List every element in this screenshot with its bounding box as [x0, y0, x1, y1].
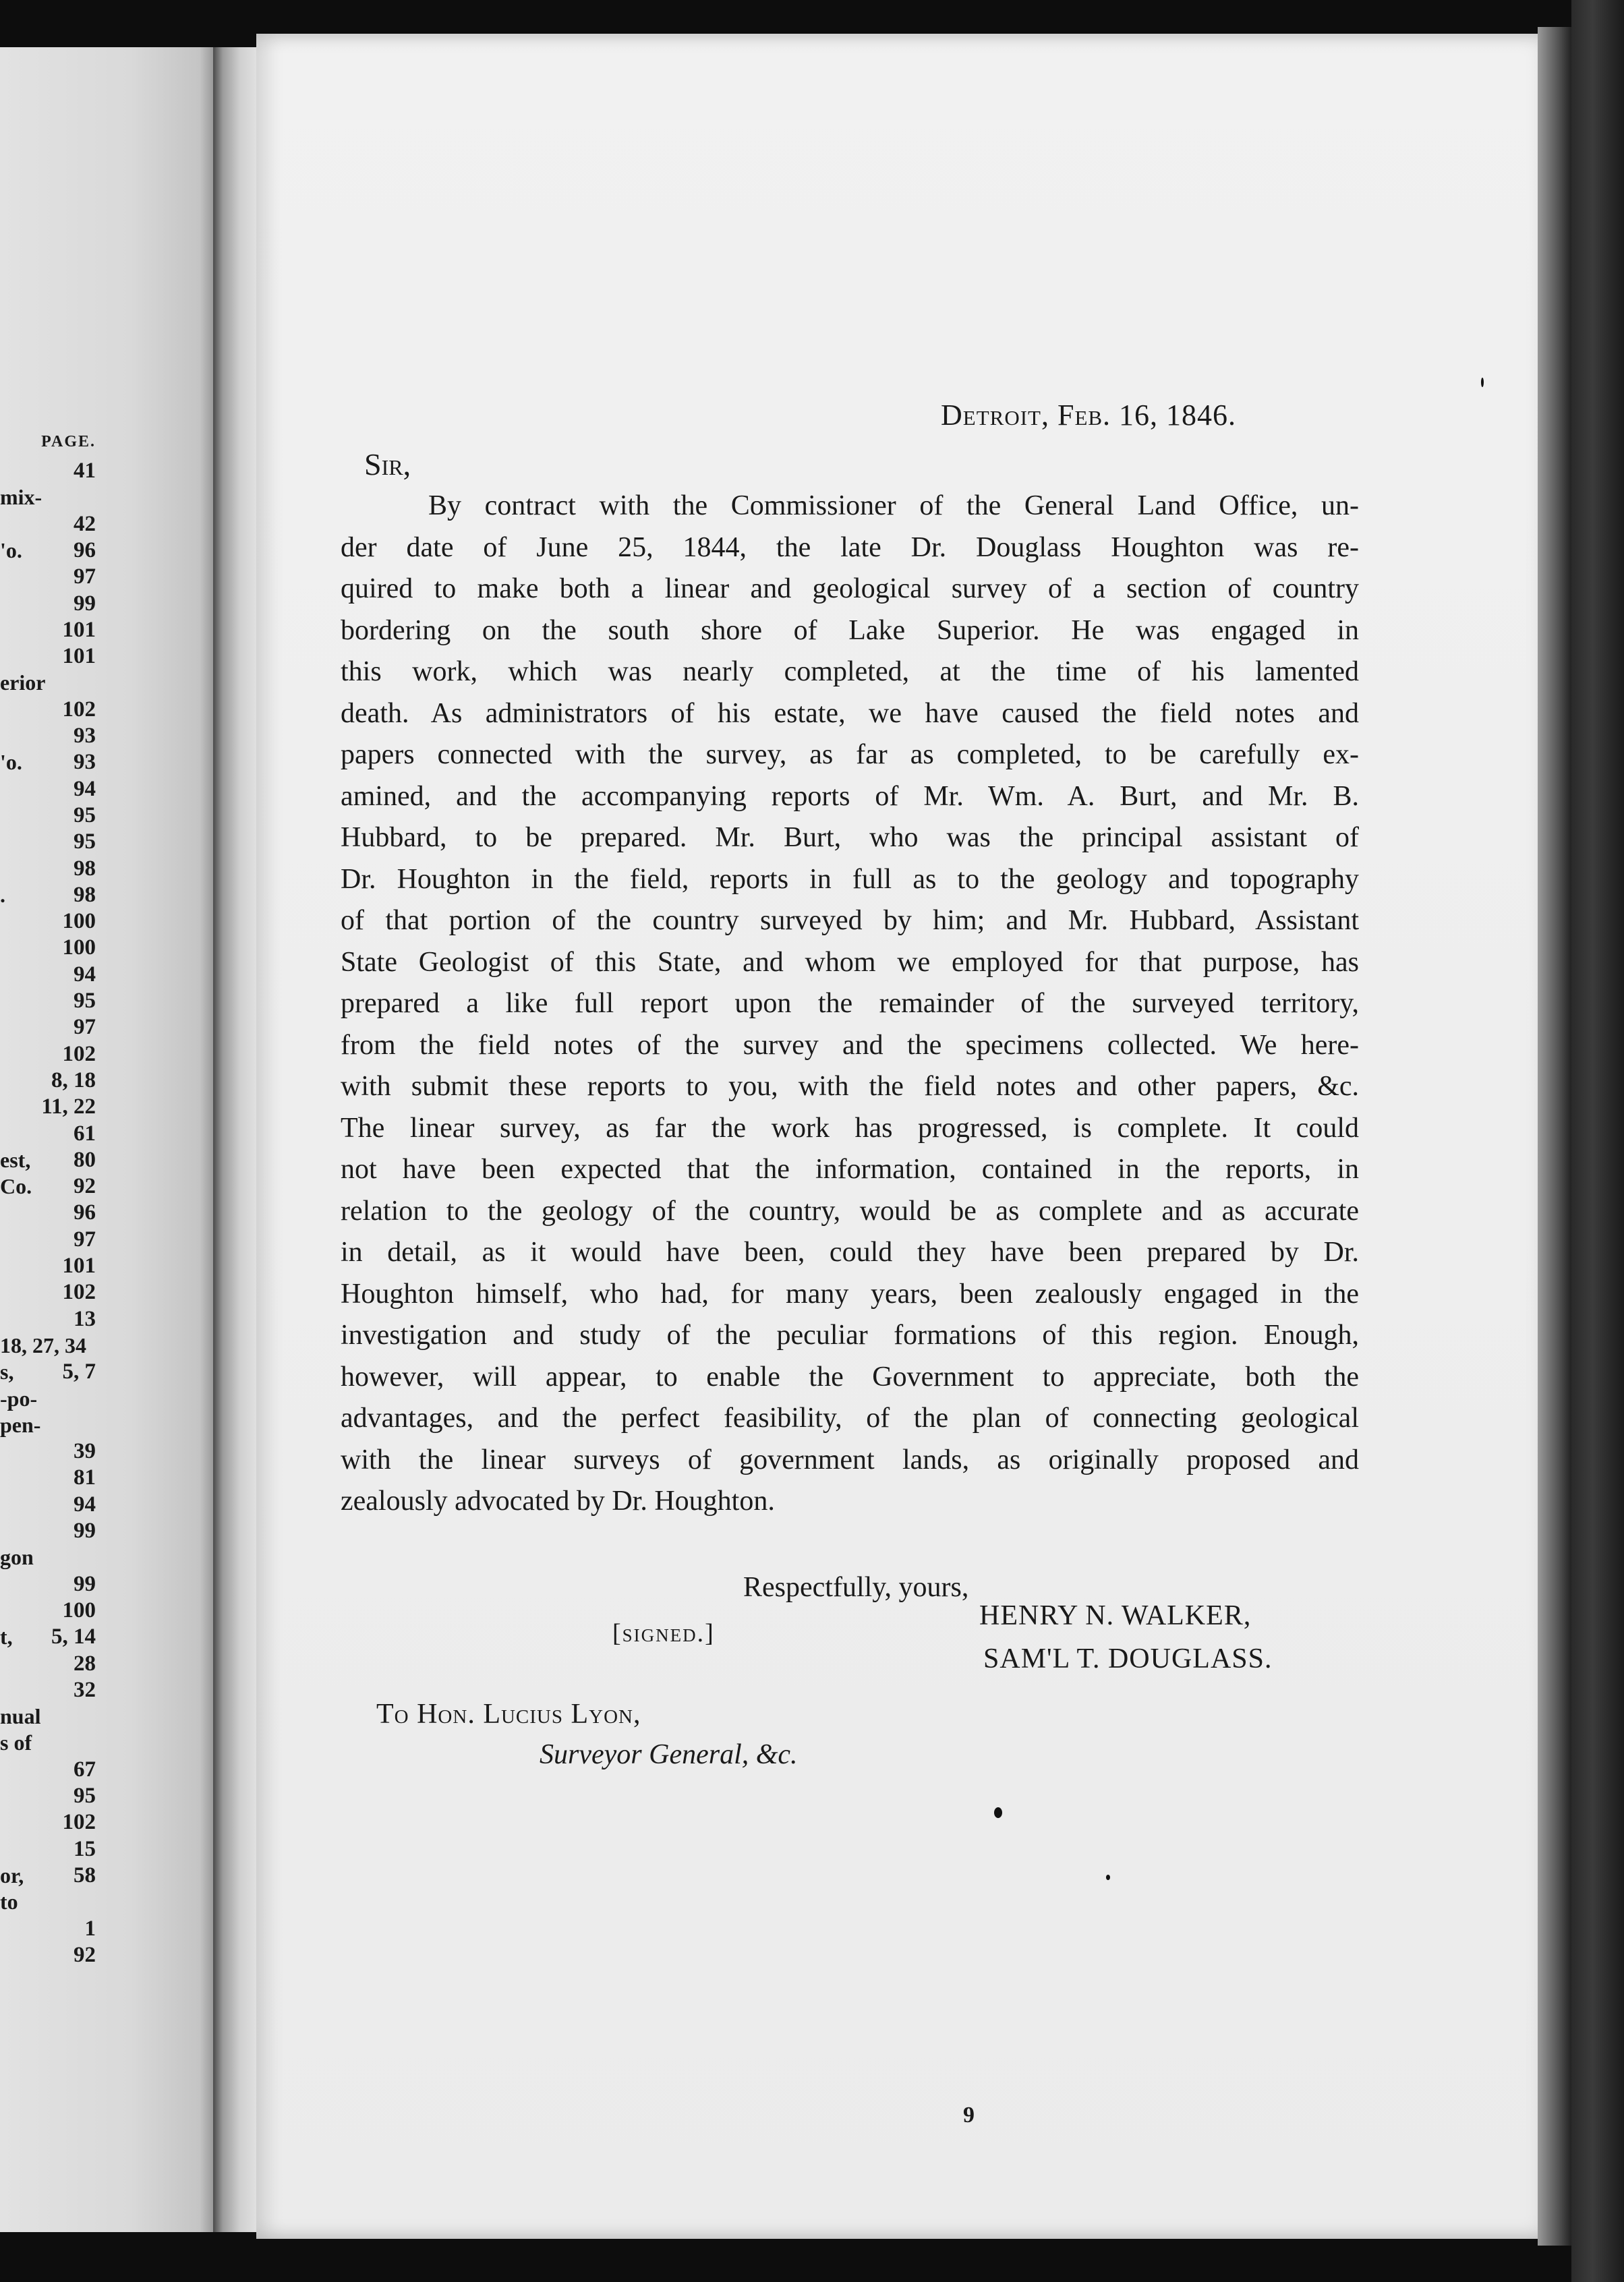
letter-body-line: death. As administrators of his estate, we have caused the field notes and — [341, 697, 1359, 729]
index-entry-page: 102 — [62, 1810, 96, 1835]
index-entry-page: 101 — [62, 617, 96, 642]
index-entry — [0, 1386, 96, 1411]
index-entry-page: 92 — [74, 1942, 96, 1967]
index-entry-text: -po- — [0, 1386, 38, 1411]
index-entry — [0, 1042, 96, 1066]
index-entry — [0, 538, 96, 562]
index-entry — [0, 459, 96, 483]
letter-closing: Respectfully, yours, — [743, 1572, 969, 1603]
index-entry-page: 94 — [74, 776, 96, 801]
index-entry-page: 11, 22 — [41, 1094, 96, 1119]
letter-body-line: bordering on the south shore of Lake Superior. He was engaged in — [341, 614, 1359, 646]
index-entry — [0, 750, 96, 774]
index-entry-page: 28 — [74, 1651, 96, 1676]
letter-body-line: with the linear surveys of government lands, as originally proposed and — [341, 1444, 1359, 1475]
index-entry-text: s of — [0, 1730, 32, 1755]
index-entry-page: 94 — [74, 962, 96, 987]
letter-body-line: Hubbard, to be prepared. Mr. Burt, who was the principal assistant of — [341, 822, 1359, 853]
index-entry-text: mix- — [0, 485, 42, 510]
index-entry-page: 1 — [84, 1916, 96, 1941]
index-entry — [0, 1757, 96, 1782]
letter-body-line: Dr. Houghton in the field, reports in full as to the geology and topography — [341, 863, 1359, 895]
index-entry — [0, 1174, 96, 1198]
index-entry-page: 100 — [62, 1598, 96, 1622]
index-entry — [0, 724, 96, 748]
index-entry-page: 39 — [74, 1439, 96, 1464]
index-entry — [0, 1121, 96, 1146]
index-entry — [0, 512, 96, 536]
letter-dateline: Detroit, Feb. 16, 1846. — [941, 399, 1237, 432]
letter-body-line: this work, which was nearly completed, at the time of his lamented — [341, 656, 1359, 687]
letter-body-line: zealously advocated by Dr. Houghton. — [341, 1486, 775, 1517]
index-entry-page: 81 — [74, 1465, 96, 1490]
index-entry-page: 98 — [74, 882, 96, 907]
index-entry-page: 102 — [62, 697, 96, 722]
index-entry-page: 93 — [74, 724, 96, 748]
index-entry-text: Co. — [0, 1174, 32, 1199]
index-entry-text: 18, 27, 34 — [0, 1333, 86, 1357]
index-entry-text: to — [0, 1890, 18, 1914]
index-entry-page: 100 — [62, 935, 96, 960]
index-entry-page: 92 — [74, 1174, 96, 1199]
index-entry — [0, 1651, 96, 1676]
letter-body-line: State Geologist of this State, and whom we employed for that purpose, has — [341, 946, 1359, 978]
index-entry — [0, 935, 96, 960]
page-edge — [1538, 27, 1571, 2246]
index-entry — [0, 1439, 96, 1463]
index-entry-page: 5, 14 — [51, 1625, 96, 1649]
index-entry-page: 99 — [74, 591, 96, 616]
index-entry — [0, 909, 96, 933]
index-entry — [0, 1572, 96, 1596]
page-number: 9 — [963, 2103, 975, 2128]
index-entry-text: gon — [0, 1545, 34, 1570]
index-entry-page: 101 — [62, 644, 96, 669]
letter-body-line: not have been expected that the information, contained in the reports, in — [341, 1154, 1359, 1185]
letter-body-line: The linear survey, as far the work has progressed, is complete. It could — [341, 1112, 1359, 1144]
index-entry — [0, 1863, 96, 1888]
letter-addressee: To Hon. Lucius Lyon, — [376, 1699, 641, 1730]
index-entry — [0, 1333, 96, 1357]
index-entry-text: t, — [0, 1625, 13, 1649]
index-entry-page: 97 — [74, 1015, 96, 1040]
index-entry — [0, 1917, 96, 1941]
index-entry-page: 97 — [74, 1227, 96, 1252]
index-entry-page: 41 — [74, 459, 96, 483]
index-entry — [0, 962, 96, 987]
index-entry-page: 95 — [74, 802, 96, 827]
index-entry — [0, 1094, 96, 1119]
index-entry — [0, 697, 96, 722]
index-entry-page: 8, 18 — [51, 1067, 96, 1092]
index-entry — [0, 1730, 96, 1755]
index-entry — [0, 1519, 96, 1543]
index-entry-text: . — [0, 882, 5, 907]
index-entry — [0, 564, 96, 589]
letter-body-line: relation to the geology of the country, would be as complete and as accurate — [341, 1195, 1359, 1227]
signer-name: SAM'L T. DOUGLASS. — [983, 1643, 1273, 1674]
index-entry — [0, 1890, 96, 1914]
index-entry-page: 42 — [74, 511, 96, 536]
index-entry-page: 99 — [74, 1519, 96, 1543]
index-entry-page: 93 — [74, 750, 96, 775]
index-page-header: PAGE. — [41, 433, 96, 450]
index-entry-page: 98 — [74, 856, 96, 881]
index-entry-text: or, — [0, 1863, 24, 1888]
index-entry-text: 'o. — [0, 537, 22, 562]
index-entry-page: 61 — [74, 1121, 96, 1146]
index-entry-page: 13 — [74, 1306, 96, 1331]
letter-body-line: By contract with the Commissioner of the General Land Office, un- — [428, 490, 1359, 521]
index-entry — [0, 1280, 96, 1304]
index-entry — [0, 1413, 96, 1437]
letter-body-line: quired to make both a linear and geological survey of a section of country — [341, 573, 1359, 604]
letter-body-line: of that portion of the country surveyed by him; and Mr. Hubbard, Assistant — [341, 905, 1359, 936]
index-entry-text: nual — [0, 1704, 41, 1729]
letter-body-line: however, will appear, to enable the Government to appreciate, both the — [341, 1361, 1359, 1393]
index-entry-page: 5, 7 — [62, 1359, 96, 1384]
index-entry — [0, 1704, 96, 1728]
index-entry — [0, 1359, 96, 1384]
index-entry-page: 96 — [74, 537, 96, 562]
index-entry — [0, 803, 96, 827]
index-entry — [0, 1943, 96, 1967]
index-entry-page: 99 — [74, 1571, 96, 1596]
index-entry-text: pen- — [0, 1412, 41, 1437]
index-entry — [0, 670, 96, 695]
index-entry — [0, 1545, 96, 1569]
previous-page-index — [0, 47, 217, 2232]
index-entry-page: 94 — [74, 1492, 96, 1517]
letter-body-line: der date of June 25, 1844, the late Dr. Douglass Houghton was re- — [341, 531, 1359, 563]
index-entry-text: s, — [0, 1359, 14, 1384]
index-entry-page: 100 — [62, 909, 96, 934]
index-entry — [0, 1784, 96, 1808]
ink-speck — [1106, 1875, 1110, 1880]
book-gutter — [213, 47, 262, 2232]
index-entry — [0, 1148, 96, 1172]
index-entry — [0, 1810, 96, 1834]
book-cover-edge — [1571, 0, 1624, 2282]
letter-body — [341, 486, 1359, 1523]
letter-salutation: Sir, — [364, 447, 411, 481]
index-entry-page: 95 — [74, 989, 96, 1013]
index-entry — [0, 1068, 96, 1092]
letter-body-line: in detail, as it would have been, could they have been prepared by Dr. — [341, 1237, 1359, 1268]
index-entry — [0, 829, 96, 854]
index-entry — [0, 1678, 96, 1702]
index-entry-page: 15 — [74, 1836, 96, 1861]
index-entry — [0, 1465, 96, 1490]
index-entry — [0, 1254, 96, 1278]
index-entry — [0, 1307, 96, 1331]
letter-body-line: with submit these reports to you, with the field notes and other papers, &c. — [341, 1071, 1359, 1102]
index-entry — [0, 618, 96, 642]
index-entry — [0, 1625, 96, 1649]
index-entry-text: erior — [0, 670, 46, 695]
index-entry-text: est, — [0, 1147, 31, 1172]
letter-body-line: prepared a like full report upon the remainder of the surveyed territory, — [341, 988, 1359, 1019]
index-entry-page: 97 — [74, 564, 96, 589]
ink-speck — [994, 1807, 1002, 1818]
index-entry-page: 32 — [74, 1677, 96, 1702]
letter-body-line: investigation and study of the peculiar formations of this region. Enough, — [341, 1320, 1359, 1351]
signed-mark: [signed.] — [612, 1619, 715, 1647]
index-entry-page: 101 — [62, 1254, 96, 1278]
index-entry — [0, 591, 96, 616]
index-entry-page: 102 — [62, 1280, 96, 1305]
index-entry — [0, 777, 96, 801]
index-entry-page: 95 — [74, 1784, 96, 1808]
index-entry-page: 58 — [74, 1863, 96, 1888]
index-entry — [0, 485, 96, 509]
letter-body-line: from the field notes of the survey and the specimens collected. We here- — [341, 1029, 1359, 1061]
index-entry-text: 'o. — [0, 750, 22, 775]
index-entry-page: 80 — [74, 1147, 96, 1172]
index-entry-page: 96 — [74, 1200, 96, 1225]
ink-speck — [1481, 378, 1484, 387]
addressee-title: Surveyor General, &c. — [540, 1739, 798, 1770]
letter-body-line: advantages, and the perfect feasibility, of the plan of connecting geological — [341, 1403, 1359, 1434]
index-entry — [0, 1200, 96, 1225]
index-entry — [0, 1015, 96, 1039]
index-entry-page: 67 — [74, 1757, 96, 1782]
index-entry — [0, 883, 96, 907]
index-entry — [0, 856, 96, 881]
index-entry-page: 102 — [62, 1041, 96, 1066]
index-entry — [0, 644, 96, 668]
letter-body-line: Houghton himself, who had, for many years, been zealously engaged in the — [341, 1278, 1359, 1310]
index-entry — [0, 1598, 96, 1622]
index-entry — [0, 1227, 96, 1252]
letter-body-line: papers connected with the survey, as far as completed, to be carefully ex- — [341, 739, 1359, 770]
index-entry — [0, 989, 96, 1013]
letter-body-line: amined, and the accompanying reports of Mr. Wm. A. Burt, and Mr. B. — [341, 780, 1359, 812]
index-entry — [0, 1492, 96, 1517]
index-entry — [0, 1837, 96, 1861]
index-entry-page: 95 — [74, 829, 96, 854]
signer-name: HENRY N. WALKER, — [979, 1600, 1252, 1631]
